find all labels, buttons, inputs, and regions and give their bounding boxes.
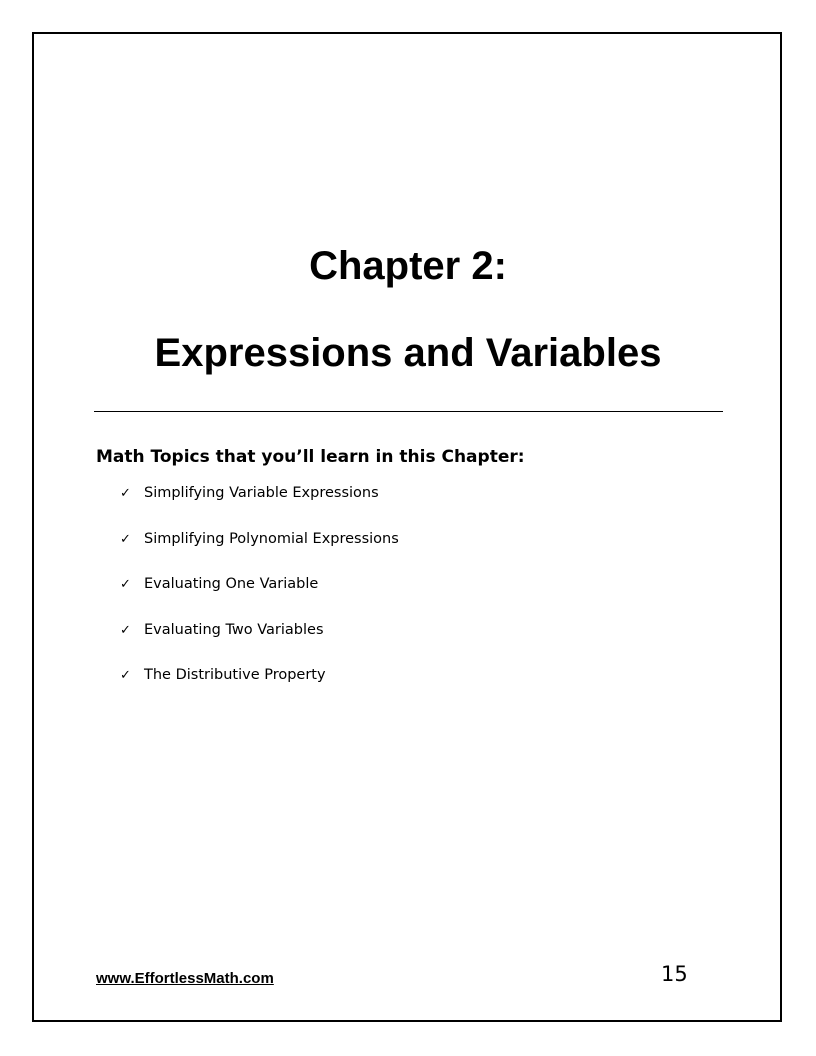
topic-item [120, 575, 399, 621]
topic-item [120, 666, 399, 712]
checkmark-icon: ✓ [120, 622, 131, 638]
topic-item [120, 530, 399, 576]
topic-label: Evaluating Two Variables [144, 621, 324, 638]
checkmark-icon: ✓ [120, 531, 131, 547]
checkmark-icon: ✓ [120, 577, 131, 592]
checkmark-icon: ✓ [120, 486, 131, 501]
page-number: 15 [661, 962, 688, 986]
horizontal-divider [94, 411, 723, 412]
topic-item [120, 484, 399, 530]
topic-label: The Distributive Property [144, 667, 326, 683]
topics-list [120, 484, 399, 712]
topic-label: Simplifying Variable Expressions [144, 485, 379, 501]
chapter-number-heading: Chapter 2: [309, 244, 507, 288]
topic-item [120, 621, 399, 667]
website-link[interactable]: www.EffortlessMath.com [96, 970, 274, 987]
topic-label: Simplifying Polynomial Expressions [144, 530, 399, 547]
topic-label: Evaluating One Variable [144, 576, 319, 592]
checkmark-icon: ✓ [120, 668, 131, 683]
topics-heading: Math Topics that you’ll learn in this Chapter: [96, 447, 525, 467]
chapter-title-heading: Expressions and Variables [154, 331, 662, 375]
